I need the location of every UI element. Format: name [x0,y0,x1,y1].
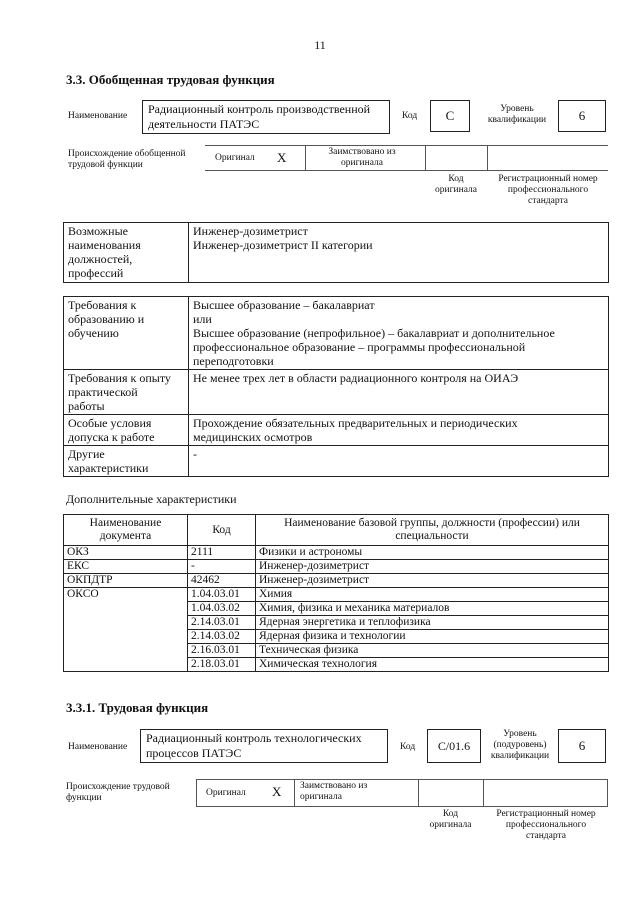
reg-line-3: стандарта [526,831,566,841]
col-header-name [256,515,609,546]
generalized-function-name [142,100,390,134]
header-line: специальности [395,530,469,542]
borrowed-label-line-1: Заимствовано из [328,147,396,157]
value-line: Высшее образование – бакалавриат [193,298,375,312]
cell-name: Инженер-дозиметрист [256,560,609,574]
section-heading-3-3-1: 3.3.1. Трудовая функция [66,700,209,715]
level-value: 6 [558,100,606,132]
cell-name: Ядерная энергетика и теплофизика [256,616,609,630]
reg-line-2: профессионального [505,820,587,830]
additional-table [63,514,609,672]
table-row [64,223,609,283]
cell-code: 2.16.03.01 [188,644,256,658]
name-line-1: Радиационный контроль производственной [148,102,371,116]
divider [305,145,306,171]
name-line-1: Радиационный контроль технологических [146,731,362,745]
level-value: 6 [558,729,606,763]
col-header-code: Код [188,515,256,546]
cell-name: Инженер-дозиметрист [256,574,609,588]
table-row [64,560,609,574]
orig-code-line-1: Код [442,809,459,819]
borrowed-label-line-2: оригинала [300,792,342,802]
origin-label-line-2: функции [66,793,102,803]
divider [294,779,295,807]
experience-value: Не менее трех лет в области радиационного контроля на ОИАЭ [189,370,609,415]
table-row [64,370,609,415]
reg-line-1: Регистрационный номер [498,174,598,184]
cell-name: Физики и астрономы [256,546,609,560]
divider [425,145,426,171]
name-line-2: процессов ПАТЭС [146,746,242,760]
cell-doc: ОКЗ [64,546,188,560]
cell-name: Химическая технология [256,658,609,672]
code-value: C [430,100,470,132]
borrowed-label [300,781,367,803]
origin-label [66,782,170,804]
positions-values [189,223,609,283]
label-line: обучению [68,326,119,340]
cell-code: 2.18.03.01 [188,658,256,672]
other-characteristics-value: - [189,446,609,477]
other-characteristics-label [64,446,189,477]
positions-label [64,223,189,283]
borrowed-label [312,147,412,169]
origin-label-line-2: трудовой функции [68,160,143,170]
divider [483,779,484,807]
origin-label [68,149,186,171]
level-label-line-2: (подуровень) [493,740,547,750]
special-conditions-label [64,415,189,446]
page-number: 11 [314,38,326,52]
positions-table [63,222,609,283]
table-row [64,415,609,446]
origin-label-line-1: Происхождение трудовой [66,782,170,792]
cell-name: Ядерная физика и технологии [256,630,609,644]
header-line: Наименование [89,517,162,529]
code-label: Код [400,742,416,752]
label-line: Требования к опыту [68,371,171,385]
table-row [64,446,609,477]
table-row [64,588,609,602]
origin-row [196,779,608,807]
reg-line-2: профессионального [507,185,589,195]
education-label [64,297,189,370]
label-line: практической [68,385,138,399]
original-code-caption [418,809,483,831]
cell-code: 1.04.03.01 [188,588,256,602]
label-line: Требования к [68,298,137,312]
original-label: Оригинал [206,788,246,798]
label-line: Возможные [68,224,128,238]
cell-doc: ОКПДТР [64,574,188,588]
registration-number-caption [484,809,608,842]
reg-line-3: стандарта [528,196,568,206]
cell-name: Химия [256,588,609,602]
original-mark: X [272,784,282,799]
original-label: Оригинал [215,153,255,163]
label-line: Особые условия [68,416,152,430]
label-line: Другие [68,447,105,461]
level-label-line-1: Уровень [500,104,534,114]
table-row [64,574,609,588]
value-line: медицинских осмотров [193,430,313,444]
registration-number-caption [488,174,608,207]
labor-function-name [140,729,388,763]
level-label [478,104,556,126]
cell-name: Техническая физика [256,644,609,658]
cell-code: - [188,560,256,574]
orig-code-line-1: Код [448,174,464,184]
cell-code: 2.14.03.01 [188,616,256,630]
level-label-line-2: квалификации [487,115,547,125]
level-label-line-3: квалификации [490,751,550,761]
table-row [64,546,609,560]
reg-line-1: Регистрационный номер [496,809,596,819]
borrowed-label-line-1: Заимствовано из [300,781,368,791]
divider [418,779,419,807]
orig-code-line-2: оригинала [435,185,477,195]
label-line: допуска к работе [68,430,155,444]
value-line: Высшее образование (непрофильное) – бакалавриат и дополнительное [193,326,555,340]
value-line: Прохождение обязательных предварительных и периодических [193,416,518,430]
cell-doc: ЕКС [64,560,188,574]
label-line: наименования [68,238,141,252]
code-label: Код [402,111,418,121]
label-line: профессий [68,266,124,280]
value-line: переподготовки [193,354,274,368]
level-label [486,729,554,762]
code-value: C/01.6 [427,729,481,763]
cell-name: Химия, физика и механика материалов [256,602,609,616]
special-conditions-value [189,415,609,446]
header-line: Наименование базовой группы, должности (профессии) или [284,517,580,529]
name-label: Наименование [68,111,128,121]
original-mark: X [277,150,287,165]
cell-code: 42462 [188,574,256,588]
experience-label [64,370,189,415]
cell-code: 2.14.03.02 [188,630,256,644]
requirements-table [63,296,609,477]
header-line: документа [99,530,152,542]
table-header-row [64,515,609,546]
level-label-line-1: Уровень [503,729,537,739]
position-item: Инженер-дозиметрист [193,224,308,238]
label-line: должностей, [68,252,133,266]
table-row [64,297,609,370]
origin-label-line-1: Происхождение обобщенной [68,149,186,159]
borrowed-label-line-2: оригинала [341,158,383,168]
section-heading-3-3: 3.3. Обобщенная трудовая функция [66,72,275,87]
cell-code: 1.04.03.02 [188,602,256,616]
orig-code-line-2: оригинала [429,820,472,830]
label-line: образованию и [68,312,145,326]
value-line: или [193,312,212,326]
divider [487,145,488,171]
additional-heading: Дополнительные характеристики [66,492,237,506]
position-item: Инженер-дозиметрист II категории [193,238,373,252]
original-code-caption [425,174,487,196]
name-line-2: деятельности ПАТЭС [148,117,260,131]
name-label: Наименование [68,742,128,752]
col-header-document [64,515,188,546]
value-line: профессиональное образование – программы профессиональной [193,340,526,354]
cell-code: 2111 [188,546,256,560]
label-line: работы [68,399,105,413]
cell-doc: ОКСО [64,588,188,672]
education-value [189,297,609,370]
label-line: характеристики [68,461,149,475]
